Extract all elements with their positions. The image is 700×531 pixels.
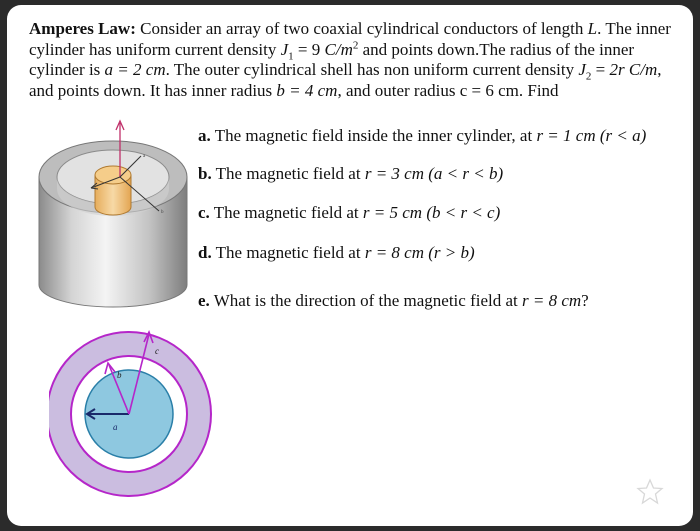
question-d: d. The magnetic field at r = 8 cm (r > b)	[198, 243, 475, 262]
label-a: a	[113, 422, 118, 432]
label-b: b	[117, 370, 122, 380]
cross-section-figure	[49, 326, 229, 506]
problem-title: Amperes Law:	[29, 19, 136, 38]
svg-text:a: a	[143, 154, 146, 159]
star-outline-icon[interactable]	[635, 477, 665, 507]
question-c: c. The magnetic field at r = 5 cm (b < r < c)	[198, 203, 501, 222]
problem-statement: Amperes Law: Consider an array of two coaxial cylindrical conductors of length L. The inner cylinder has uniform current density $J_1 = 9$ $C/m^2$ and points down.The radius of the inner cylinder is a = 2 cm. The outer cylindrical shell has non uniform current density $J_2 = 2r$ C/m, and points down. It has inner radius b = 4 cm, and outer radius c = 6 cm. Find	[29, 19, 671, 100]
svg-text:b: b	[161, 210, 164, 215]
problem-card	[7, 5, 693, 526]
question-a: a. The magnetic field inside the inner cylinder, at r = 1 cm (r < a)	[198, 126, 647, 145]
question-e: e. What is the direction of the magnetic field at r = 8 cm?	[198, 291, 589, 310]
coaxial-cylinder-figure	[31, 117, 196, 312]
question-b: b. The magnetic field at r = 3 cm (a < r < b)	[198, 164, 504, 183]
label-c: c	[155, 346, 159, 356]
